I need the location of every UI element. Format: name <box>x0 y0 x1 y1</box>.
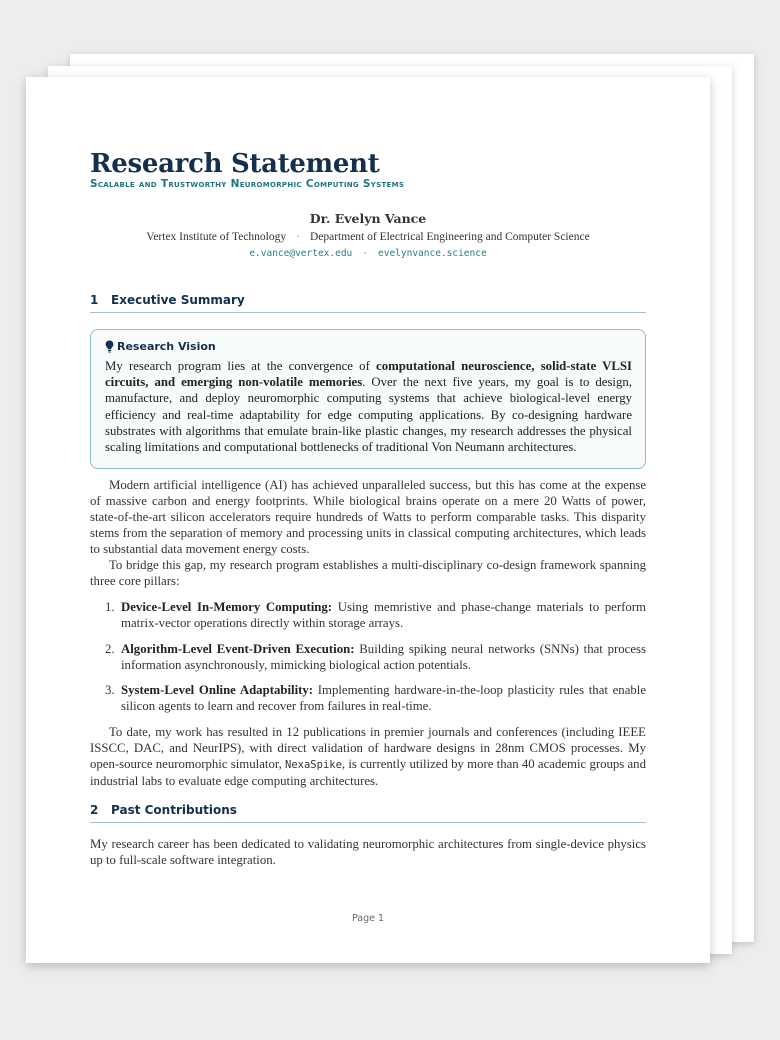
vision-text-emphasis: computational neuroscience, solid-state VLSI circuits, and emerging non-volatile memories <box>105 359 632 390</box>
section-heading-past-contributions <box>90 803 646 823</box>
section-title: Past Contributions <box>111 803 237 817</box>
page-number: Page 1 <box>351 913 385 924</box>
list-number: 1. <box>105 600 115 614</box>
contact-line <box>90 248 646 259</box>
section-title: Executive Summary <box>111 293 245 307</box>
list-description: Implementing hardware-in-the-loop plasticity rules that enable silicon agents to learn and recover from failures in real-time. <box>121 683 647 713</box>
lightbulb-icon <box>105 340 114 353</box>
list-label: System-Level Online Adaptability: <box>121 683 314 697</box>
section-number: 1 <box>90 293 99 307</box>
page-title: Research Statement <box>90 149 380 179</box>
publications-text-rest: , is currently utilized by more than 40 academic groups and industrial labs to evaluate edge computing architectures. <box>90 757 646 788</box>
paragraph-past-contributions: My research career has been dedicated to validating neuromorphic architectures from single-device physics up to full-scale software integration. <box>90 837 646 867</box>
list-label: Algorithm-Level Event-Driven Execution: <box>121 642 355 656</box>
institution-name: Vertex Institute of Technology <box>146 231 287 243</box>
vision-heading-label: Research Vision <box>117 340 216 353</box>
simulator-name: NexaSpike <box>285 759 342 771</box>
paragraph-framework: To bridge this gap, my research program establishes a multi-disciplinary co-design framework spanning three core pillars: <box>90 558 646 588</box>
list-number: 2. <box>105 642 115 656</box>
section-number: 2 <box>90 803 99 817</box>
publications-text-intro: To date, my work has resulted in 12 publications in premier journals and conferences (including IEEE ISSCC, DAC, and NeurIPS), with direct validation of hardware designs in 28nm CMOS processes. My open-source neuromorphic simulator, <box>90 725 646 771</box>
website-link[interactable]: evelynvance.science <box>378 248 487 259</box>
affiliation-line <box>90 231 646 243</box>
research-vision-heading <box>105 340 632 353</box>
list-text <box>121 682 646 714</box>
paragraph-publications <box>90 724 646 789</box>
list-text <box>121 641 646 673</box>
list-description: Using memristive and phase-change materials to perform matrix-vector operations directly within storage arrays. <box>121 600 646 630</box>
research-vision-box <box>90 329 646 469</box>
email-link[interactable]: e.vance@vertex.edu <box>249 248 353 259</box>
list-label: Device-Level In-Memory Computing: <box>121 600 333 614</box>
author-name: Dr. Evelyn Vance <box>309 211 427 226</box>
separator-dot: · <box>362 248 368 259</box>
vision-text-rest: . Over the next five years, my goal is to design, manufacture, and deploy neuromorphic computing systems that achieve biological-level energy efficiency and real-time adaptability for edge computing applications. By co-designing hardware substrates with algorithms that emulate brain-like plastic changes, my research addresses the physical scaling limitations and computational bottlenecks of traditional Von Neumann architectures. <box>105 375 632 455</box>
page-subtitle: Scalable and Trustworthy Neuromorphic Computing Systems <box>90 178 405 190</box>
separator-dot: · <box>296 231 300 243</box>
vision-text-intro: My research program lies at the convergence of <box>105 359 377 373</box>
list-number: 3. <box>105 683 115 697</box>
department-name: Department of Electrical Engineering and Computer Science <box>309 231 590 243</box>
list-text <box>121 599 646 631</box>
paragraph-motivation: Modern artificial intelligence (AI) has achieved unparalleled success, but this has come at the expense of massive carbon and energy footprints. While biological brains operate on a mere 20 Watts of power, state-of-the-art silicon accelerators require hundreds of Watts to perform comparable tasks. This disparity stems from the separation of memory and processing units in classical computing architectures, which leads to substantial data movement energy costs. <box>90 478 646 556</box>
vision-text <box>105 358 632 455</box>
list-description: Building spiking neural networks (SNNs) that process information asynchronously, mimicking biological action potentials. <box>121 642 646 672</box>
document-page <box>26 77 710 963</box>
section-heading-executive-summary <box>90 293 646 313</box>
